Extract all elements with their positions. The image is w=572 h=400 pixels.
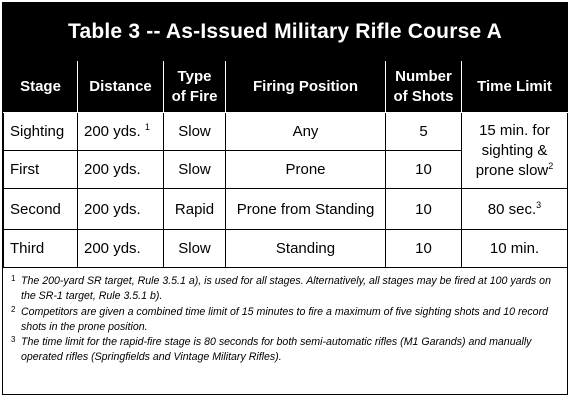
cell-stage: First bbox=[4, 151, 78, 189]
footnote-ref: 1 bbox=[144, 122, 150, 132]
cell-position: Any bbox=[226, 113, 386, 151]
table-title: Table 3 -- As-Issued Military Rifle Course A bbox=[3, 3, 567, 61]
footnote-2 bbox=[11, 305, 560, 336]
footnote-marker: 3 bbox=[11, 335, 16, 345]
time-merged-line2: sighting & bbox=[481, 141, 548, 159]
course-table bbox=[3, 61, 568, 268]
cell-distance: 200 yds. bbox=[78, 189, 164, 230]
cell-shots: 10 bbox=[386, 230, 462, 268]
cell-stage: Sighting bbox=[4, 113, 78, 151]
cell-position: Prone from Standing bbox=[226, 189, 386, 230]
cell-time: 10 min. bbox=[462, 230, 568, 268]
header-stage: Stage bbox=[4, 62, 78, 113]
cell-shots: 5 bbox=[386, 113, 462, 151]
cell-time bbox=[462, 189, 568, 230]
distance-value: 200 yds. bbox=[84, 123, 141, 140]
cell-type: Slow bbox=[164, 151, 226, 189]
table-row bbox=[4, 113, 568, 151]
cell-position: Prone bbox=[226, 151, 386, 189]
header-firing-position: Firing Position bbox=[226, 62, 386, 113]
footnote-3 bbox=[11, 335, 560, 366]
header-distance: Distance bbox=[78, 62, 164, 113]
header-type-of-fire bbox=[164, 62, 226, 113]
cell-distance: 200 yds. bbox=[78, 151, 164, 189]
cell-time-merged bbox=[462, 113, 568, 189]
table-row bbox=[4, 189, 568, 230]
cell-shots: 10 bbox=[386, 151, 462, 189]
cell-position: Standing bbox=[226, 230, 386, 268]
footnotes bbox=[3, 268, 567, 366]
header-row bbox=[4, 62, 568, 113]
footnote-text: Competitors are given a combined time limit of 15 minutes to fire a maximum of five sighting shots and 10 record shots in the prone position. bbox=[21, 305, 548, 333]
course-table-card bbox=[2, 2, 568, 395]
cell-distance bbox=[78, 113, 164, 151]
header-type-line2: of Fire bbox=[171, 88, 218, 105]
footnote-ref: 2 bbox=[548, 160, 554, 171]
cell-type: Slow bbox=[164, 230, 226, 268]
footnote-text: The 200-yard SR target, Rule 3.5.1 a), is used for all stages. Alternatively, all stages may be fired at 100 yards on the SR-1 target, Rule 3.5.1 b). bbox=[21, 275, 551, 303]
cell-distance: 200 yds. bbox=[78, 230, 164, 268]
cell-type: Rapid bbox=[164, 189, 226, 230]
footnote-1 bbox=[11, 274, 560, 305]
header-type-line1: Type bbox=[177, 68, 212, 85]
time-value: 80 sec. bbox=[487, 200, 537, 218]
footnote-text: The time limit for the rapid-fire stage is 80 seconds for both semi-automatic rifles (M1 Garands) and manually operated rifles (Springfields and Vintage Military Rifles). bbox=[21, 336, 532, 364]
header-time-limit: Time Limit bbox=[462, 62, 568, 113]
footnote-ref: 3 bbox=[536, 199, 542, 210]
cell-stage: Second bbox=[4, 189, 78, 230]
table-row bbox=[4, 230, 568, 268]
cell-shots: 10 bbox=[386, 189, 462, 230]
footnote-marker: 2 bbox=[11, 304, 16, 314]
time-merged-line1: 15 min. for bbox=[479, 121, 550, 139]
footnote-marker: 1 bbox=[11, 274, 16, 283]
cell-stage: Third bbox=[4, 230, 78, 268]
time-merged-line3: prone slow bbox=[475, 161, 549, 179]
cell-type: Slow bbox=[164, 113, 226, 151]
header-shots-line1: Number bbox=[395, 68, 452, 85]
header-shots-line2: of Shots bbox=[393, 88, 454, 105]
header-number-of-shots bbox=[386, 62, 462, 113]
